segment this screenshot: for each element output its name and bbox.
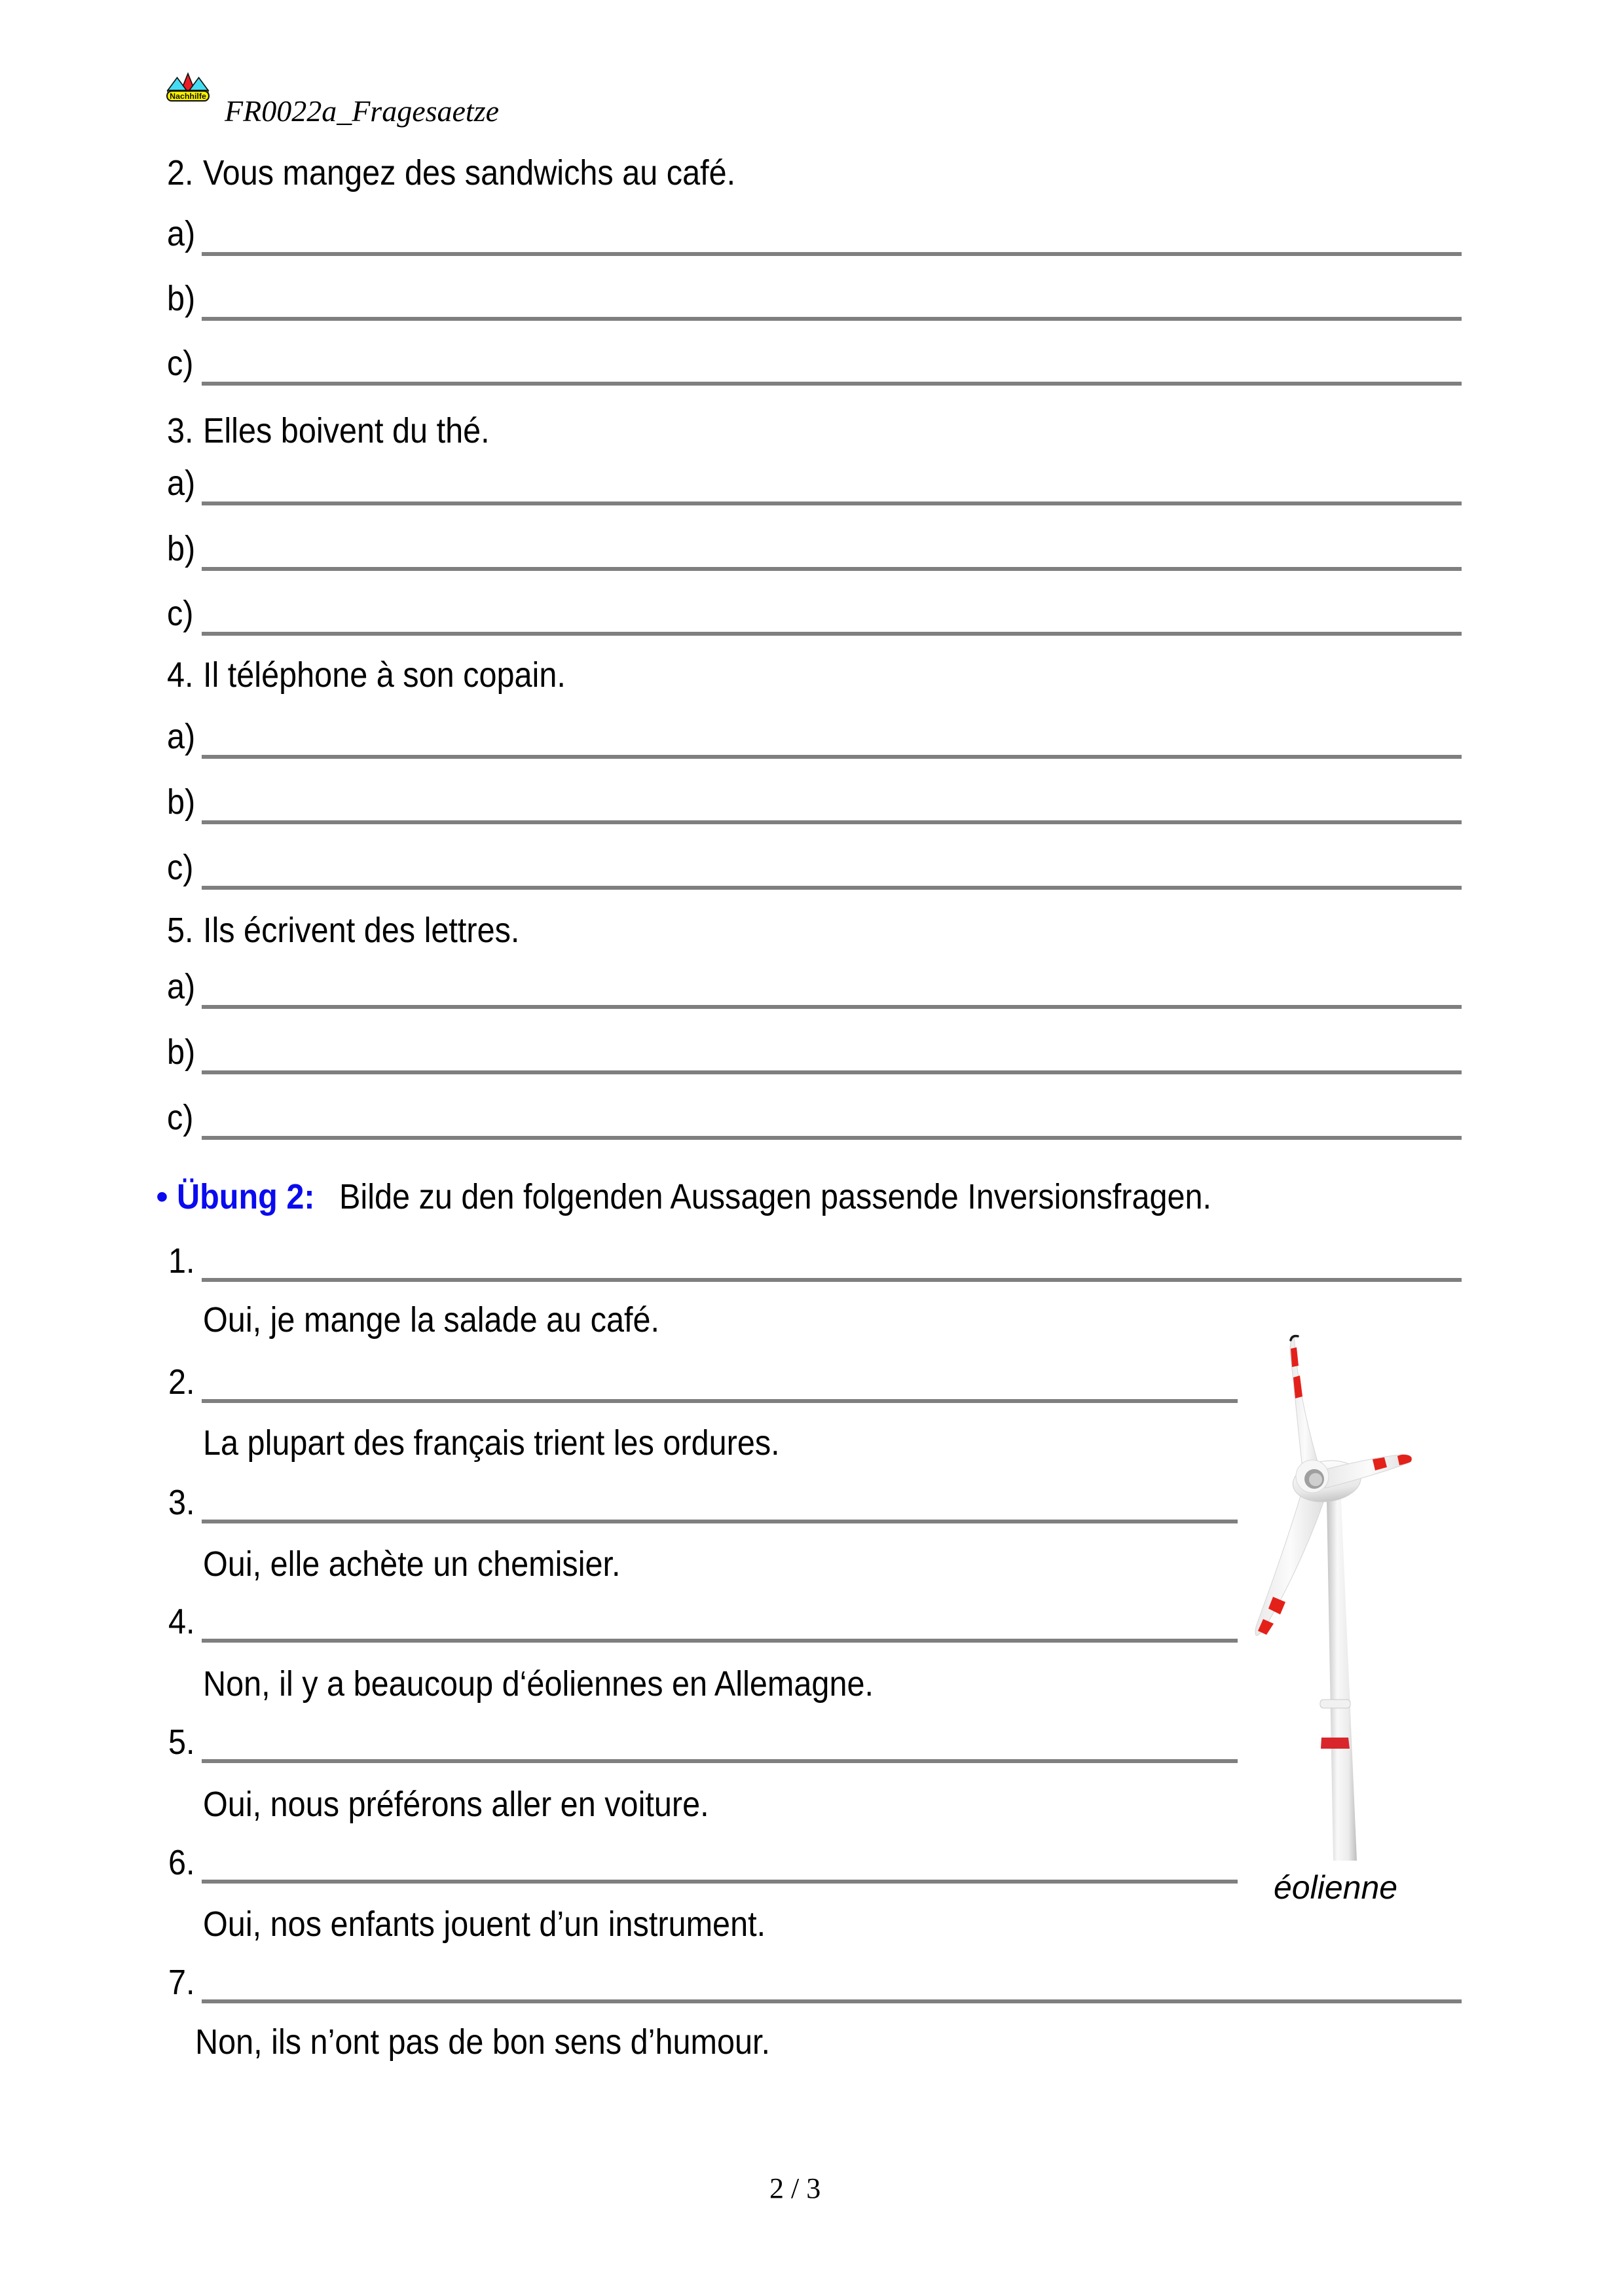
option-label-b: b) <box>167 529 196 568</box>
option-label-a: a) <box>167 967 196 1006</box>
answer-line <box>202 1070 1462 1074</box>
answer-line <box>202 1136 1462 1140</box>
answer-line <box>202 1639 1238 1643</box>
bullet-icon: • <box>156 1177 168 1216</box>
item-number: 1. <box>168 1241 195 1281</box>
answer-line <box>202 632 1462 636</box>
answer-line <box>202 1880 1238 1884</box>
question-5 <box>167 913 559 948</box>
option-label-c: c) <box>167 1098 194 1137</box>
question-4 <box>167 657 610 693</box>
option-label-c: c) <box>167 344 194 383</box>
question-text: Il téléphone à son copain. <box>202 655 566 695</box>
answer-line <box>202 886 1462 890</box>
option-label-a: a) <box>167 214 196 253</box>
option-label-a: a) <box>167 717 196 756</box>
answer-line <box>202 501 1462 505</box>
item-answer: Non, ils n’ont pas de bon sens d’humour. <box>195 2022 771 2062</box>
illustration-caption: éolienne <box>1274 1869 1398 1906</box>
answer-line <box>202 1005 1462 1009</box>
question-text: Elles boivent du thé. <box>202 411 490 450</box>
answer-line <box>202 755 1462 759</box>
option-label-c: c) <box>167 594 194 633</box>
question-3 <box>167 413 525 448</box>
item-answer: Oui, nos enfants jouent d’un instrument. <box>203 1904 766 1944</box>
item-answer: Oui, nous préférons aller en voiture. <box>203 1785 709 1824</box>
logo-text: Nachhilfe <box>170 91 207 101</box>
item-answer: Oui, je mange la salade au café. <box>203 1300 660 1339</box>
answer-line <box>202 1759 1238 1763</box>
question-text: Ils écrivent des lettres. <box>202 911 520 950</box>
answer-line <box>202 1520 1238 1523</box>
option-label-b: b) <box>167 1032 196 1072</box>
item-answer: La plupart des français trient les ordures. <box>203 1423 780 1463</box>
answer-line <box>202 1399 1238 1403</box>
item-number: 5. <box>168 1722 195 1762</box>
question-number: 4. <box>167 655 194 695</box>
answer-line <box>202 317 1462 321</box>
option-label-b: b) <box>167 782 196 822</box>
option-label-c: c) <box>167 848 194 887</box>
nachhilfe-logo <box>166 72 210 105</box>
exercise2-label: Übung 2: <box>177 1177 315 1216</box>
item-answer: Oui, elle achète un chemisier. <box>203 1544 621 1584</box>
question-number: 5. <box>167 911 194 950</box>
answer-line <box>202 382 1462 386</box>
item-answer: Non, il y a beaucoup d‘éoliennes en Allemagne. <box>203 1664 874 1704</box>
document-title: FR0022a_Fragesaetze <box>225 94 500 128</box>
option-label-b: b) <box>167 279 196 318</box>
question-number: 3. <box>167 411 194 450</box>
answer-line <box>202 1999 1462 2003</box>
question-2 <box>167 155 799 191</box>
wind-turbine-illustration <box>1198 1322 1473 1866</box>
item-number: 2. <box>168 1362 195 1402</box>
item-number: 3. <box>168 1483 195 1522</box>
answer-line <box>202 820 1462 824</box>
question-number: 2. <box>167 153 194 192</box>
exercise2-instruction: Bilde zu den folgenden Aussagen passende Inversionsfragen. <box>339 1177 1212 1216</box>
answer-line <box>202 567 1462 571</box>
question-text: Vous mangez des sandwichs au café. <box>202 153 736 192</box>
page-number: 2 / 3 <box>769 2172 821 2204</box>
item-number: 4. <box>168 1602 195 1641</box>
item-number: 6. <box>168 1843 195 1882</box>
answer-line <box>202 252 1462 256</box>
item-number: 7. <box>168 1963 195 2002</box>
option-label-a: a) <box>167 464 196 503</box>
answer-line <box>202 1278 1462 1282</box>
